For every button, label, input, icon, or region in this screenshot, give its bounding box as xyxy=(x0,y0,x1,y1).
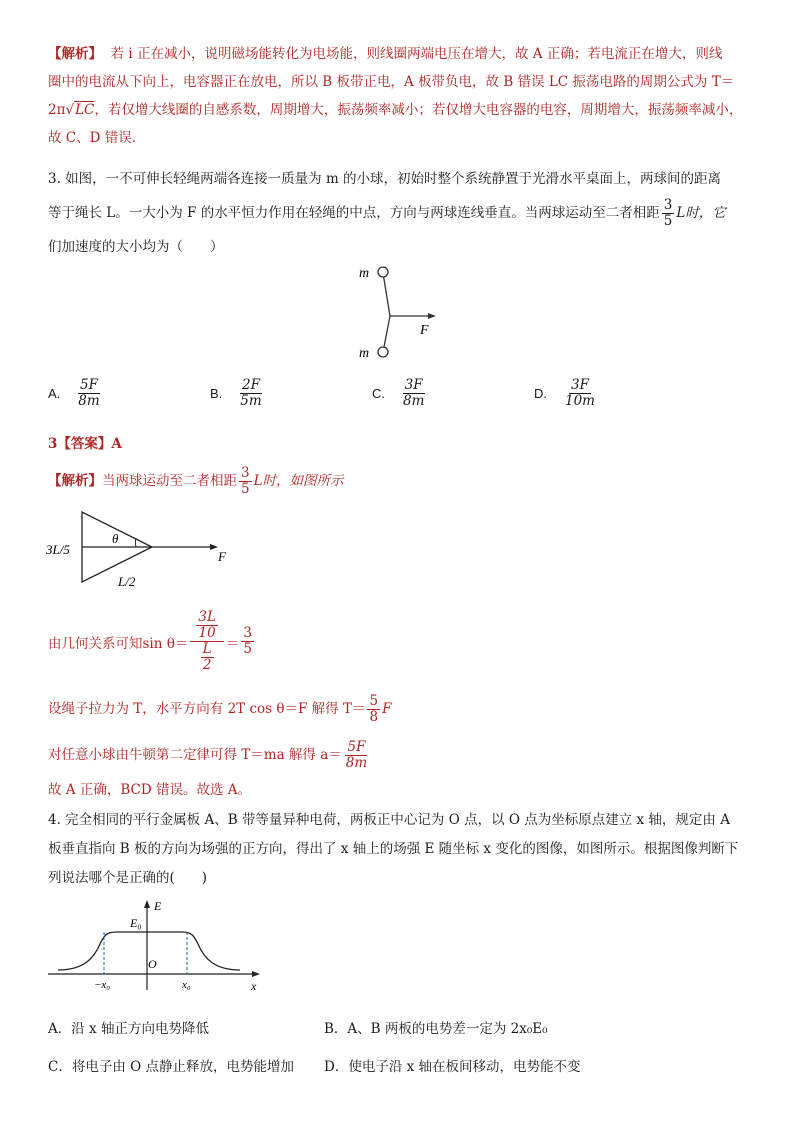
analysis-text: 当两球运动至二者相距 xyxy=(102,473,237,489)
q4-stem-line-3: 列说法哪个是正确的( ) xyxy=(48,870,208,886)
q3-stem-fraction xyxy=(662,198,675,229)
neg-x0-label: −x₀ xyxy=(94,979,111,991)
tension-fraction xyxy=(367,694,380,725)
q4-options-right xyxy=(324,1010,581,1086)
q3-stem-line-1: 3. 如图，一不可伸长轻绳两端各连接一质量为 m 的小球，初始时整个系统静置于光滑水平桌面上，两球间的距离 xyxy=(48,171,722,187)
frac-den: 2 xyxy=(202,657,212,673)
force-arrowhead xyxy=(428,313,436,319)
option-c[interactable] xyxy=(372,378,428,409)
tension-text: 设绳子拉力为 T，水平方向有 2T cos θ＝F 解得 T＝ xyxy=(48,701,366,717)
frac-num: 5F xyxy=(80,377,98,393)
q2-line-3-prefix: 2π xyxy=(48,102,66,118)
option-a[interactable] xyxy=(48,378,104,409)
e0-label: E₀ xyxy=(130,916,142,930)
origin-label: O xyxy=(148,957,157,971)
option-d-value xyxy=(563,378,597,409)
frac-num: 3 xyxy=(663,197,673,213)
conclusion: 故 A 正确，BCD 错误。故选 A。 xyxy=(48,782,251,798)
q4-options-left xyxy=(48,1010,294,1086)
q3-stem-line-2: 等于绳长 L。一大小为 F 的水平恒力作用在轻绳的中点，方向与两球连线垂直。当两球运动至二者相距 xyxy=(48,205,660,221)
q4-option-c[interactable]: C．将电子由 O 点静止释放，电势能增加 xyxy=(48,1059,294,1075)
mass-label-top: m xyxy=(359,266,370,281)
frac-num: 2F xyxy=(242,377,260,393)
frac-num: 3F xyxy=(404,377,423,393)
q4-stem-line-1: 4. 完全相同的平行金属板 A、B 带等量异种电荷，两板正中心记为 O 点，以 O 点为坐标原点建立 x 轴，规定由 A xyxy=(48,812,730,828)
force-label: F xyxy=(218,549,226,564)
q4-stem-line-2: 板垂直指向 B 板的方向为场强的正方向，得出了 x 轴上的场强 E 随坐标 x 变化的图像，如图所示。根据图像判断下 xyxy=(48,841,739,857)
q2-analysis: 【解析】 若 i 正在减小，说明磁场能转化为电场能，则线圈两端电压在增大，故 A 正确；若电流正在增大，则线 圈中的电流从下向上，电容器正在放电，所以 B 板带正电，A 板带负电，故 B 错误 LC 振荡电路的周期公式为 T＝ 2π√LC，若仅增大线圈的自感系数，周期增大，振荡频率减小；若仅增大电容器的电容，周期增大，振荡频率减小， 故 C、D 错误． xyxy=(48,40,748,152)
analysis-tag: 【解析】 xyxy=(48,473,102,489)
frac-num: 5F xyxy=(347,739,366,755)
newton-fraction xyxy=(344,740,369,771)
geometry-relation xyxy=(48,610,256,673)
frac-den: 8m xyxy=(403,393,425,409)
frac-num: 3F xyxy=(571,377,589,393)
frac-num: 5 xyxy=(369,693,379,709)
q3-answer: 3【答案】A xyxy=(48,436,122,452)
frac-den: 8m xyxy=(78,393,100,409)
option-d-label: D. xyxy=(534,386,547,401)
option-a-label: A. xyxy=(48,386,61,401)
frac-den: 5 xyxy=(663,213,673,229)
frac-num: L xyxy=(202,641,212,657)
frac-den: 5 xyxy=(241,481,250,497)
q2-line-1: 若 i 正在减小，说明磁场能转化为电场能，则线圈两端电压在增大，故 A 正确；若电流正在增大，则线 xyxy=(110,46,723,62)
frac-num: 3L xyxy=(198,609,216,625)
q2-line-4: 故 C、D 错误． xyxy=(48,130,146,146)
q3-triangle-figure xyxy=(44,508,244,592)
q4-stem xyxy=(48,806,748,893)
geometry-text: 由几何关系可知sin θ＝ xyxy=(48,635,189,652)
e-axis-arrow xyxy=(144,900,150,908)
angle-arc xyxy=(135,538,136,547)
q4-option-d[interactable]: D．使电子沿 x 轴在板间移动，电势能不变 xyxy=(324,1059,581,1075)
frac-den: 10 xyxy=(198,625,216,641)
q4-option-a[interactable]: A．沿 x 轴正方向电势降低 xyxy=(48,1021,209,1037)
x-axis-label: x xyxy=(251,979,257,993)
frac-den: 10m xyxy=(565,393,595,409)
left-side-label: 3L/5 xyxy=(46,542,70,557)
q3-stem xyxy=(48,162,748,264)
option-c-value xyxy=(401,378,426,409)
option-b-value xyxy=(238,378,263,409)
newton-text: 对任意小球由牛顿第二定律可得 T＝ma 解得 a＝ xyxy=(48,747,342,763)
frac-num: 3 xyxy=(241,465,250,481)
frac-num: 3 xyxy=(243,625,253,641)
upper-fraction xyxy=(196,610,218,641)
compound-fraction xyxy=(190,610,224,673)
mass-label-bottom: m xyxy=(359,346,370,361)
q3-stem-line-3: 们加速度的大小均为（ ） xyxy=(48,239,224,255)
analysis-tag: 【解析】 xyxy=(48,46,102,62)
option-d[interactable] xyxy=(534,378,599,409)
tension-line xyxy=(48,694,748,725)
q3-analysis-line-1 xyxy=(48,466,748,497)
x-axis-arrow xyxy=(252,971,260,977)
q3-stem-line-2-post: L时，它 xyxy=(676,205,726,221)
force-arrowhead xyxy=(210,544,218,550)
ball-bottom xyxy=(378,347,388,357)
rope-upper xyxy=(383,273,390,316)
theta-label: θ xyxy=(112,531,119,546)
frac-den: 5 xyxy=(243,641,253,657)
q3-rope-figure xyxy=(352,262,442,362)
option-c-label: C. xyxy=(372,386,385,401)
ball-top xyxy=(378,267,388,277)
force-label: F xyxy=(420,323,429,338)
q4-option-b[interactable]: B．A、B 两板的电势差一定为 2x₀E₀ xyxy=(324,1021,548,1037)
q4-field-graph xyxy=(44,898,264,996)
lower-fraction xyxy=(201,642,214,673)
e-axis-label: E xyxy=(154,899,162,913)
newton-line xyxy=(48,740,748,771)
option-b[interactable] xyxy=(210,378,266,409)
frac-den: 5m xyxy=(240,393,262,409)
frac-den: 8 xyxy=(369,709,379,725)
analysis-text-post: L时，如图所示 xyxy=(253,473,344,489)
bottom-side-label: L/2 xyxy=(118,574,136,589)
q2-line-3-rest: ，若仅增大线圈的自感系数，周期增大，振荡频率减小；若仅增大电容器的电容，周期增大，振荡频率减小， xyxy=(94,102,743,118)
tension-post: F xyxy=(382,701,392,717)
q2-line-2: 圈中的电流从下向上，电容器正在放电，所以 B 板带正电，A 板带负电，故 B 错误 LC 振荡电路的周期公式为 T＝ xyxy=(48,74,735,90)
x0-label: x₀ xyxy=(182,979,191,991)
equals-sign: ＝ xyxy=(225,635,240,652)
option-b-label: B. xyxy=(210,386,223,401)
q2-sqrt-lc: LC xyxy=(75,102,95,118)
frac-den: 8m xyxy=(345,755,368,771)
result-fraction xyxy=(241,626,254,657)
option-a-value xyxy=(76,378,101,409)
analysis-fraction xyxy=(239,466,252,497)
